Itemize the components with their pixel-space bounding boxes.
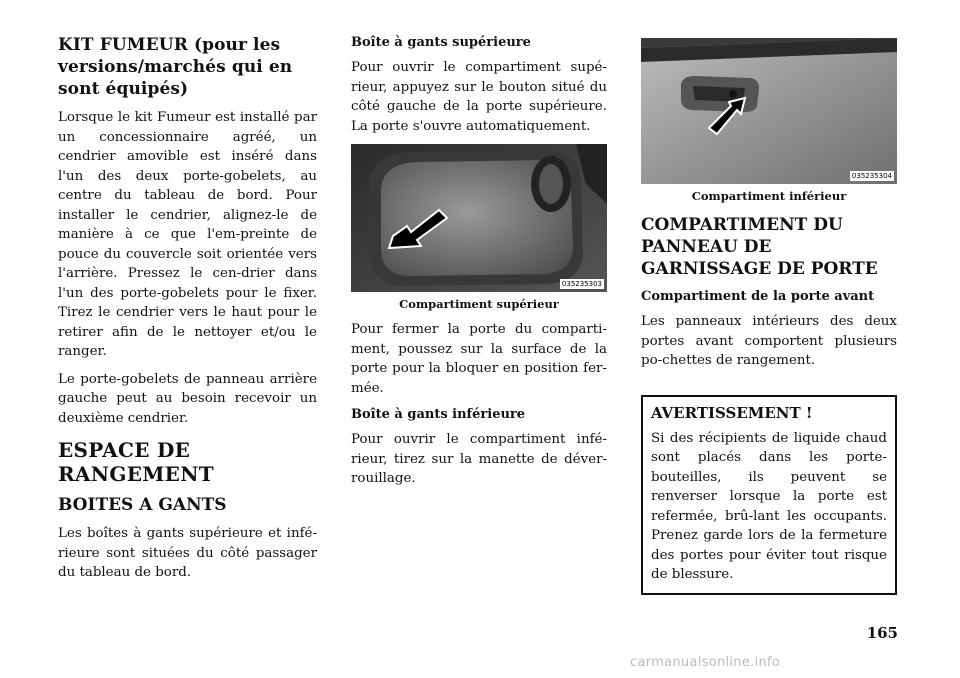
glovebox-heading: BOITES A GANTS — [58, 495, 227, 515]
warning-title: AVERTISSEMENT ! — [651, 403, 813, 422]
column-right — [641, 34, 897, 595]
glovebox-paragraph: Les boîtes à gants supérieure et infé-rieure sont situées du côté passager du tableau de bord. — [58, 526, 317, 580]
column-left — [58, 34, 317, 591]
upper-compartment-photo — [351, 144, 607, 292]
watermark: carmanualsonline.info — [630, 655, 781, 670]
upper-figure-caption: Compartiment supérieur — [399, 297, 559, 311]
figure-code: 035235304 — [851, 172, 892, 180]
kit-fumeur-paragraph: Lorsque le kit Fumeur est installé par un concessionnaire agréé, un cendrier amovible est inséré dans l'un des deux porte-gobelets, au centre du tableau de bord. Pour installer le cendrier, alignez-le de manière à ce que l'em-preinte de pouce du couvercle soit orientée vers l'arrière. Pressez le cen-drier dans l'un des porte-gobelets pour le fixer. Tirez le cendrier vers le haut pour le retirer afin de le nettoyer et/ou le ranger. — [58, 110, 317, 359]
figure-code: 035235303 — [561, 280, 602, 288]
page-number: 165 — [866, 624, 898, 642]
lower-compartment-photo — [641, 38, 897, 184]
warning-text: Si des récipients de liquide chaud sont placés dans les porte-bouteilles, ils peuvent se renverser lorsque la porte est refermée, brû-lant les occupants. Prenez garde lors de la fermeture des portes pour éviter tout risque de blessure. — [651, 430, 887, 582]
upper-open-paragraph: Pour ouvrir le compartiment supé-rieur, appuyez sur le bouton situé du côté gauche de la porte supérieure. La porte s'ouvre automatiquement. — [351, 60, 607, 134]
upper-glovebox-heading: Boîte à gants supérieure — [351, 35, 531, 50]
lower-open-paragraph: Pour ouvrir le compartiment infé-rieur, tirez sur la manette de déver-rouillage. — [351, 432, 607, 486]
warning-box — [641, 395, 897, 595]
upper-compartment-illustration — [351, 144, 607, 292]
lower-glovebox-heading: Boîte à gants inférieure — [351, 407, 526, 422]
upper-close-paragraph: Pour fermer la porte du comparti-ment, poussez sur la surface de la porte pour la bloquer en position fer-mée. — [351, 322, 607, 396]
kit-fumeur-heading: KIT FUMEUR (pour les versions/marchés qui en sont équipés) — [58, 35, 293, 99]
door-compartment-heading: COMPARTIMENT DU PANNEAU DE GARNISSAGE DE PORTE — [641, 215, 878, 279]
second-ashtray-paragraph: Le porte-gobelets de panneau arrière gauche peut au besoin recevoir un deuxième cendrier. — [58, 371, 317, 426]
lower-figure-caption: Compartiment inférieur — [691, 189, 847, 203]
front-door-paragraph: Les panneaux intérieurs des deux portes avant comportent plusieurs po-chettes de rangement. — [641, 314, 897, 368]
column-middle — [351, 34, 607, 497]
lower-compartment-illustration — [641, 38, 897, 184]
front-door-heading: Compartiment de la porte avant — [641, 289, 875, 304]
storage-heading: ESPACE DE RANGEMENT — [58, 438, 214, 486]
